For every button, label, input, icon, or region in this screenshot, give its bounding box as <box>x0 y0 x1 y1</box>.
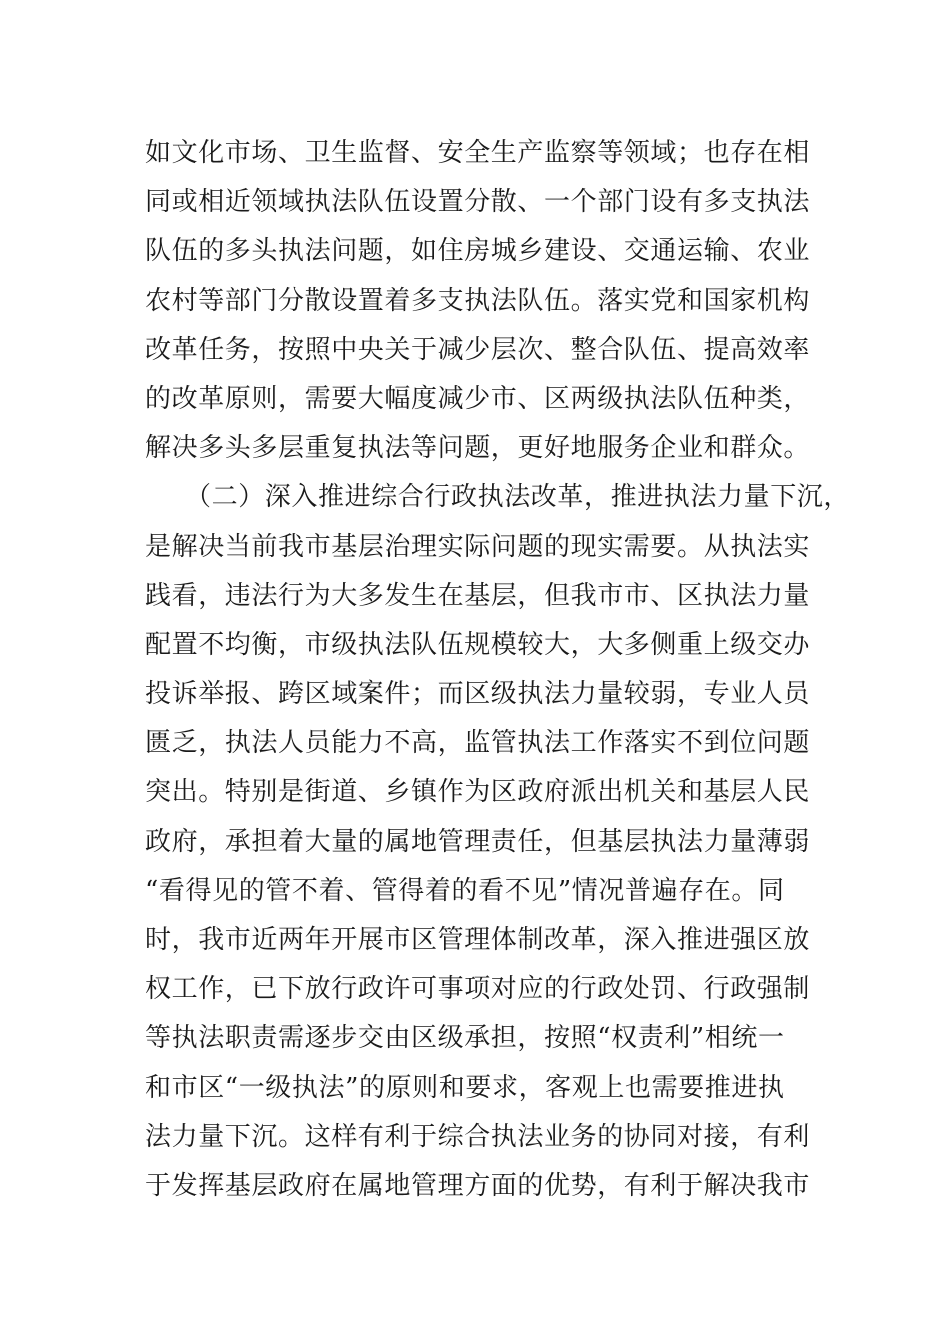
text-line: 配置不均衡，市级执法队伍规模较大，大多侧重上级交办 <box>145 629 811 660</box>
text-line: 权工作，已下放行政许可事项对应的行政处罚、行政强制 <box>145 974 811 1005</box>
text-line: 法力量下沉。这样有利于综合执法业务的协同对接，有利 <box>145 1121 811 1152</box>
text-line: 突出。特别是街道、乡镇作为区政府派出机关和基层人民 <box>145 777 811 808</box>
text-line: 于发挥基层政府在属地管理方面的优势，有利于解决我市 <box>145 1170 811 1201</box>
text-line: 践看，违法行为大多发生在基层，但我市市、区执法力量 <box>145 580 811 611</box>
text-line: 投诉举报、跨区域案件；而区级执法力量较弱，专业人员 <box>145 679 811 710</box>
text-line: 政府，承担着大量的属地管理责任，但基层执法力量薄弱 <box>145 826 811 857</box>
text-line: 解决多头多层重复执法等问题，更好地服务企业和群众。 <box>145 433 811 464</box>
text-line: 同或相近领域执法队伍设置分散、一个部门设有多支执法 <box>145 187 811 218</box>
text-line: 和市区“一级执法”的原则和要求，客观上也需要推进执 <box>145 1072 785 1103</box>
text-line: 等执法职责需逐步交由区级承担，按照“权责利”相统一 <box>145 1023 785 1054</box>
text-line: 是解决当前我市基层治理实际问题的现实需要。从执法实 <box>145 531 811 562</box>
section-heading-line: （二）深入推进综合行政执法改革，推进执法力量下沉， <box>185 482 851 513</box>
text-line: “看得见的管不着、管得着的看不见”情况普遍存在。同 <box>145 875 785 906</box>
text-line: 农村等部门分散设置着多支执法队伍。落实党和国家机构 <box>145 285 811 316</box>
text-line: 时，我市近两年开展市区管理体制改革，深入推进强区放 <box>145 925 811 955</box>
text-line: 的改革原则，需要大幅度减少市、区两级执法队伍种类， <box>145 383 811 414</box>
text-line: 队伍的多头执法问题，如住房城乡建设、交通运输、农业 <box>145 236 811 267</box>
text-line: 如文化市场、卫生监督、安全生产监察等领域；也存在相 <box>145 138 811 168</box>
text-line: 改革任务，按照中央关于减少层次、整合队伍、提高效率 <box>145 334 811 365</box>
body-text <box>145 129 851 1211</box>
text-line: 匮乏，执法人员能力不高，监管执法工作落实不到位问题 <box>145 728 811 759</box>
